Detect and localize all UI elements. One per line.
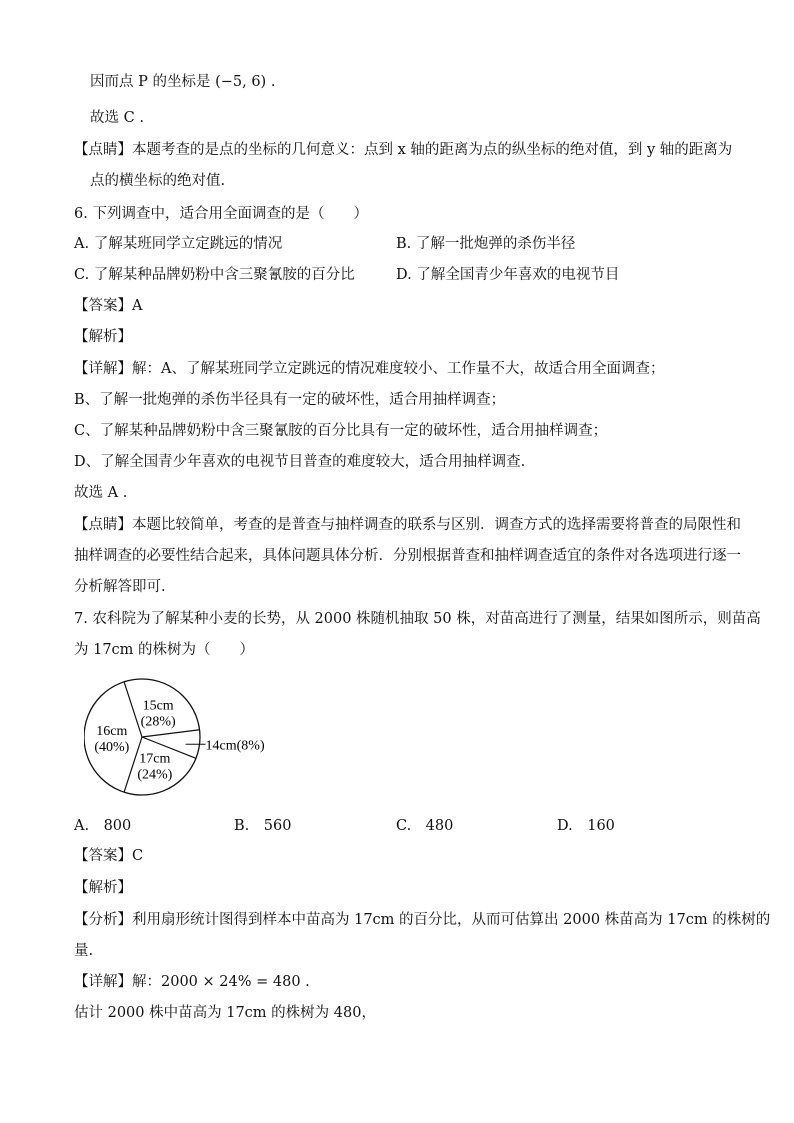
- option-6c: C. 了解某种品牌奶粉中含三聚氰胺的百分比: [74, 267, 355, 283]
- answer-7: 【答案】C: [74, 848, 144, 864]
- pie-label-text: 14cm(8%): [205, 738, 265, 754]
- text-line: 【详解】解：A、了解某班同学立定跳远的情况难度较小、工作量不大，故适合用全面调查；: [74, 361, 665, 377]
- text-line: 量.: [74, 943, 94, 959]
- pie-label-text: (24%): [137, 767, 173, 783]
- text-line: D、了解全国青少年喜欢的电视节目普查的难度较大，适合用抽样调查.: [74, 454, 526, 470]
- text-line: 【分析】利用扇形统计图得到样本中苗高为 17cm 的百分比，从而可估算出 2000 株苗高为 17cm 的株树的: [74, 912, 771, 928]
- option-7a: A. 800: [74, 818, 132, 834]
- pie-label-text: (28%): [140, 714, 176, 730]
- option-6d: D. 了解全国青少年喜欢的电视节目: [396, 267, 620, 283]
- pie-slice-label-16cm: [94, 724, 129, 755]
- text-line: 故选 C .: [90, 110, 144, 126]
- pie-label-text: 15cm: [142, 698, 174, 714]
- option-7b: B. 560: [234, 818, 292, 834]
- question-7: 7. 农科院为了解某种小麦的长势，从 2000 株随机抽取 50 株，对苗高进行了测量，结果如图所示，则苗高: [74, 611, 761, 627]
- option-6a: A. 了解某班同学立定跳远的情况: [74, 236, 283, 252]
- text-line: 分析解答即可.: [74, 579, 166, 595]
- option-7c: C. 480: [396, 818, 454, 834]
- analysis-7-heading: 【解析】: [74, 880, 132, 896]
- text-line: 估计 2000 株中苗高为 17cm 的株树为 480，: [74, 1005, 376, 1021]
- answer-6: 【答案】A: [74, 298, 143, 314]
- text-line: 【点睛】本题比较简单，考查的是普查与抽样调查的联系与区别．调查方式的选择需要将普查的局限性和: [74, 517, 741, 533]
- pie-label-text: 16cm: [96, 724, 128, 739]
- text-line: 点的横坐标的绝对值.: [90, 173, 226, 189]
- pie-label-text: (40%): [94, 740, 130, 755]
- text-line: B、了解一批炮弹的杀伤半径具有一定的破坏性，适合用抽样调查；: [74, 392, 506, 408]
- option-6b: B. 了解一批炮弹的杀伤半径: [396, 236, 576, 252]
- pie-slice-label-15cm: [141, 699, 176, 730]
- option-7d: D. 160: [557, 818, 615, 834]
- question-6: 6. 下列调查中，适合用全面调查的是（ ）: [74, 206, 368, 222]
- text-line: 【详解】解：2000 × 24% = 480 .: [74, 974, 310, 990]
- pie-chart: [84, 676, 284, 806]
- text-line: C、了解某种品牌奶粉中含三聚氰胺的百分比具有一定的破坏性，适合用抽样调查；: [74, 423, 608, 439]
- question-7: 为 17cm 的株树为（ ）: [74, 642, 255, 658]
- text-line: 因而点 P 的坐标是 (−5, 6) .: [90, 74, 276, 90]
- text-line: 抽样调查的必要性结合起来，具体问题具体分析．分别根据普查和抽样调查适宜的条件对各选项进行逐一: [74, 548, 741, 564]
- text-line: 【点睛】本题考查的是点的坐标的几何意义：点到 x 轴的距离为点的纵坐标的绝对值，到 y 轴的距离为: [74, 142, 733, 158]
- pie-slice-label-17cm: [137, 751, 172, 782]
- pie-label-text: 17cm: [139, 751, 171, 767]
- analysis-6-heading: 【解析】: [74, 329, 132, 345]
- text-line: 故选 A .: [74, 485, 128, 501]
